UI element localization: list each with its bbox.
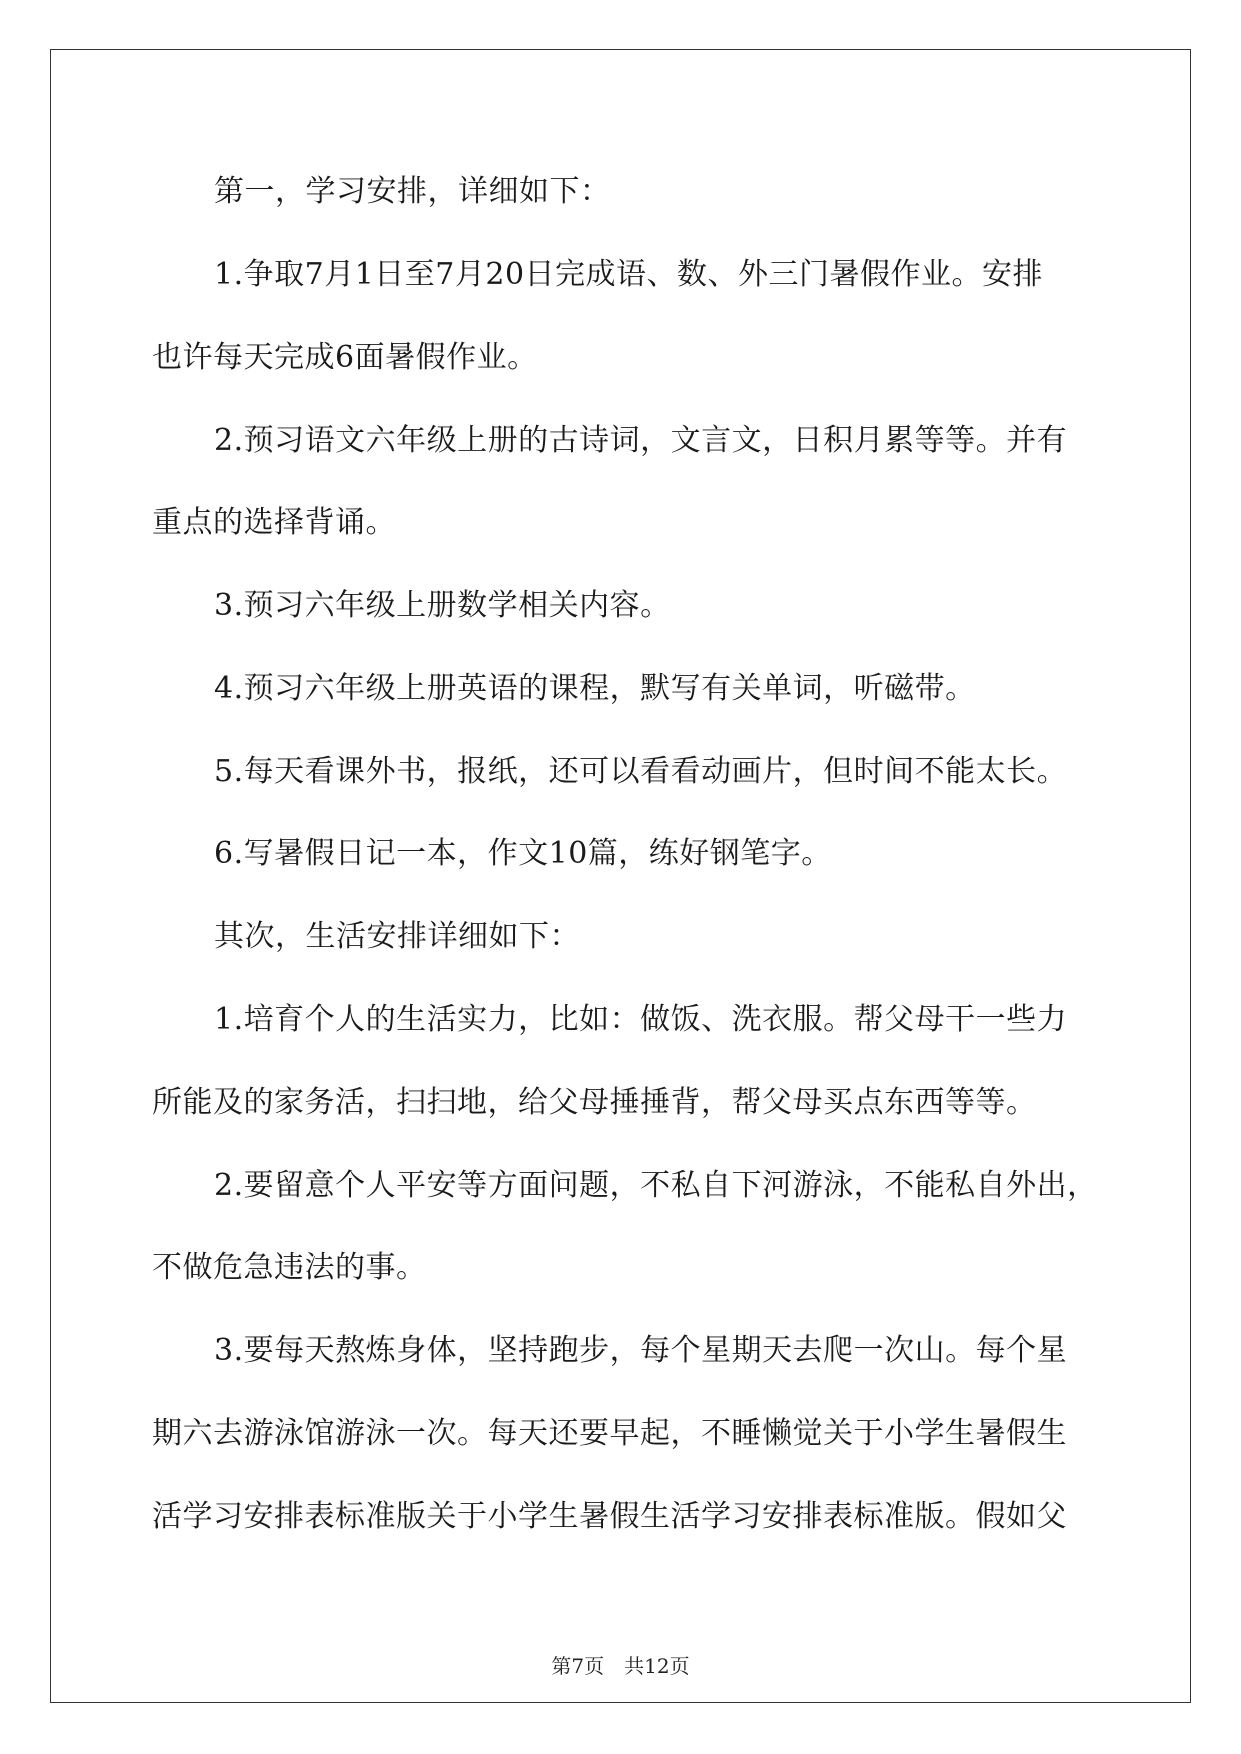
page-number: 第7页 共12页 — [551, 1654, 690, 1678]
paragraph-line: 2.预习语文六年级上册的古诗词，文言文，日积月累等等。并有 — [214, 423, 1068, 458]
paragraph-line: 3.要每天熬炼身体，坚持跑步，每个星期天去爬一次山。每个星 — [214, 1333, 1068, 1368]
paragraph-line: 2.要留意个人平安等方面问题，不私自下河游泳，不能私自外出， — [214, 1168, 1098, 1203]
paragraph-line: 重点的选择背诵。 — [152, 505, 396, 540]
section-heading-life: 其次，生活安排详细如下： — [214, 919, 580, 954]
paragraph-line: 4.预习六年级上册英语的课程，默写有关单词，听磁带。 — [214, 671, 976, 706]
page-border — [50, 49, 1191, 1703]
paragraph-line: 不做危急违法的事。 — [152, 1250, 427, 1285]
paragraph-line: 1.培育个人的生活实力，比如：做饭、洗衣服。帮父母干一些力 — [214, 1002, 1068, 1037]
paragraph-line: 期六去游泳馆游泳一次。每天还要早起，不睡懒觉关于小学生暑假生 — [152, 1416, 1067, 1451]
paragraph-line: 所能及的家务活，扫扫地，给父母捶捶背，帮父母买点东西等等。 — [152, 1085, 1037, 1120]
paragraph-line: 3.预习六年级上册数学相关内容。 — [214, 588, 671, 623]
paragraph-line: 活学习安排表标准版关于小学生暑假生活学习安排表标准版。假如父 — [152, 1499, 1067, 1534]
paragraph-line: 1.争取7月1日至7月20日完成语、数、外三门暑假作业。安排 — [214, 257, 1044, 292]
paragraph-line: 也许每天完成6面暑假作业。 — [152, 340, 538, 375]
paragraph-line: 6.写暑假日记一本，作文10篇，练好钢笔字。 — [214, 836, 832, 871]
paragraph-line: 5.每天看课外书，报纸，还可以看看动画片，但时间不能太长。 — [214, 754, 1068, 789]
section-heading-study: 第一，学习安排，详细如下： — [214, 174, 611, 209]
